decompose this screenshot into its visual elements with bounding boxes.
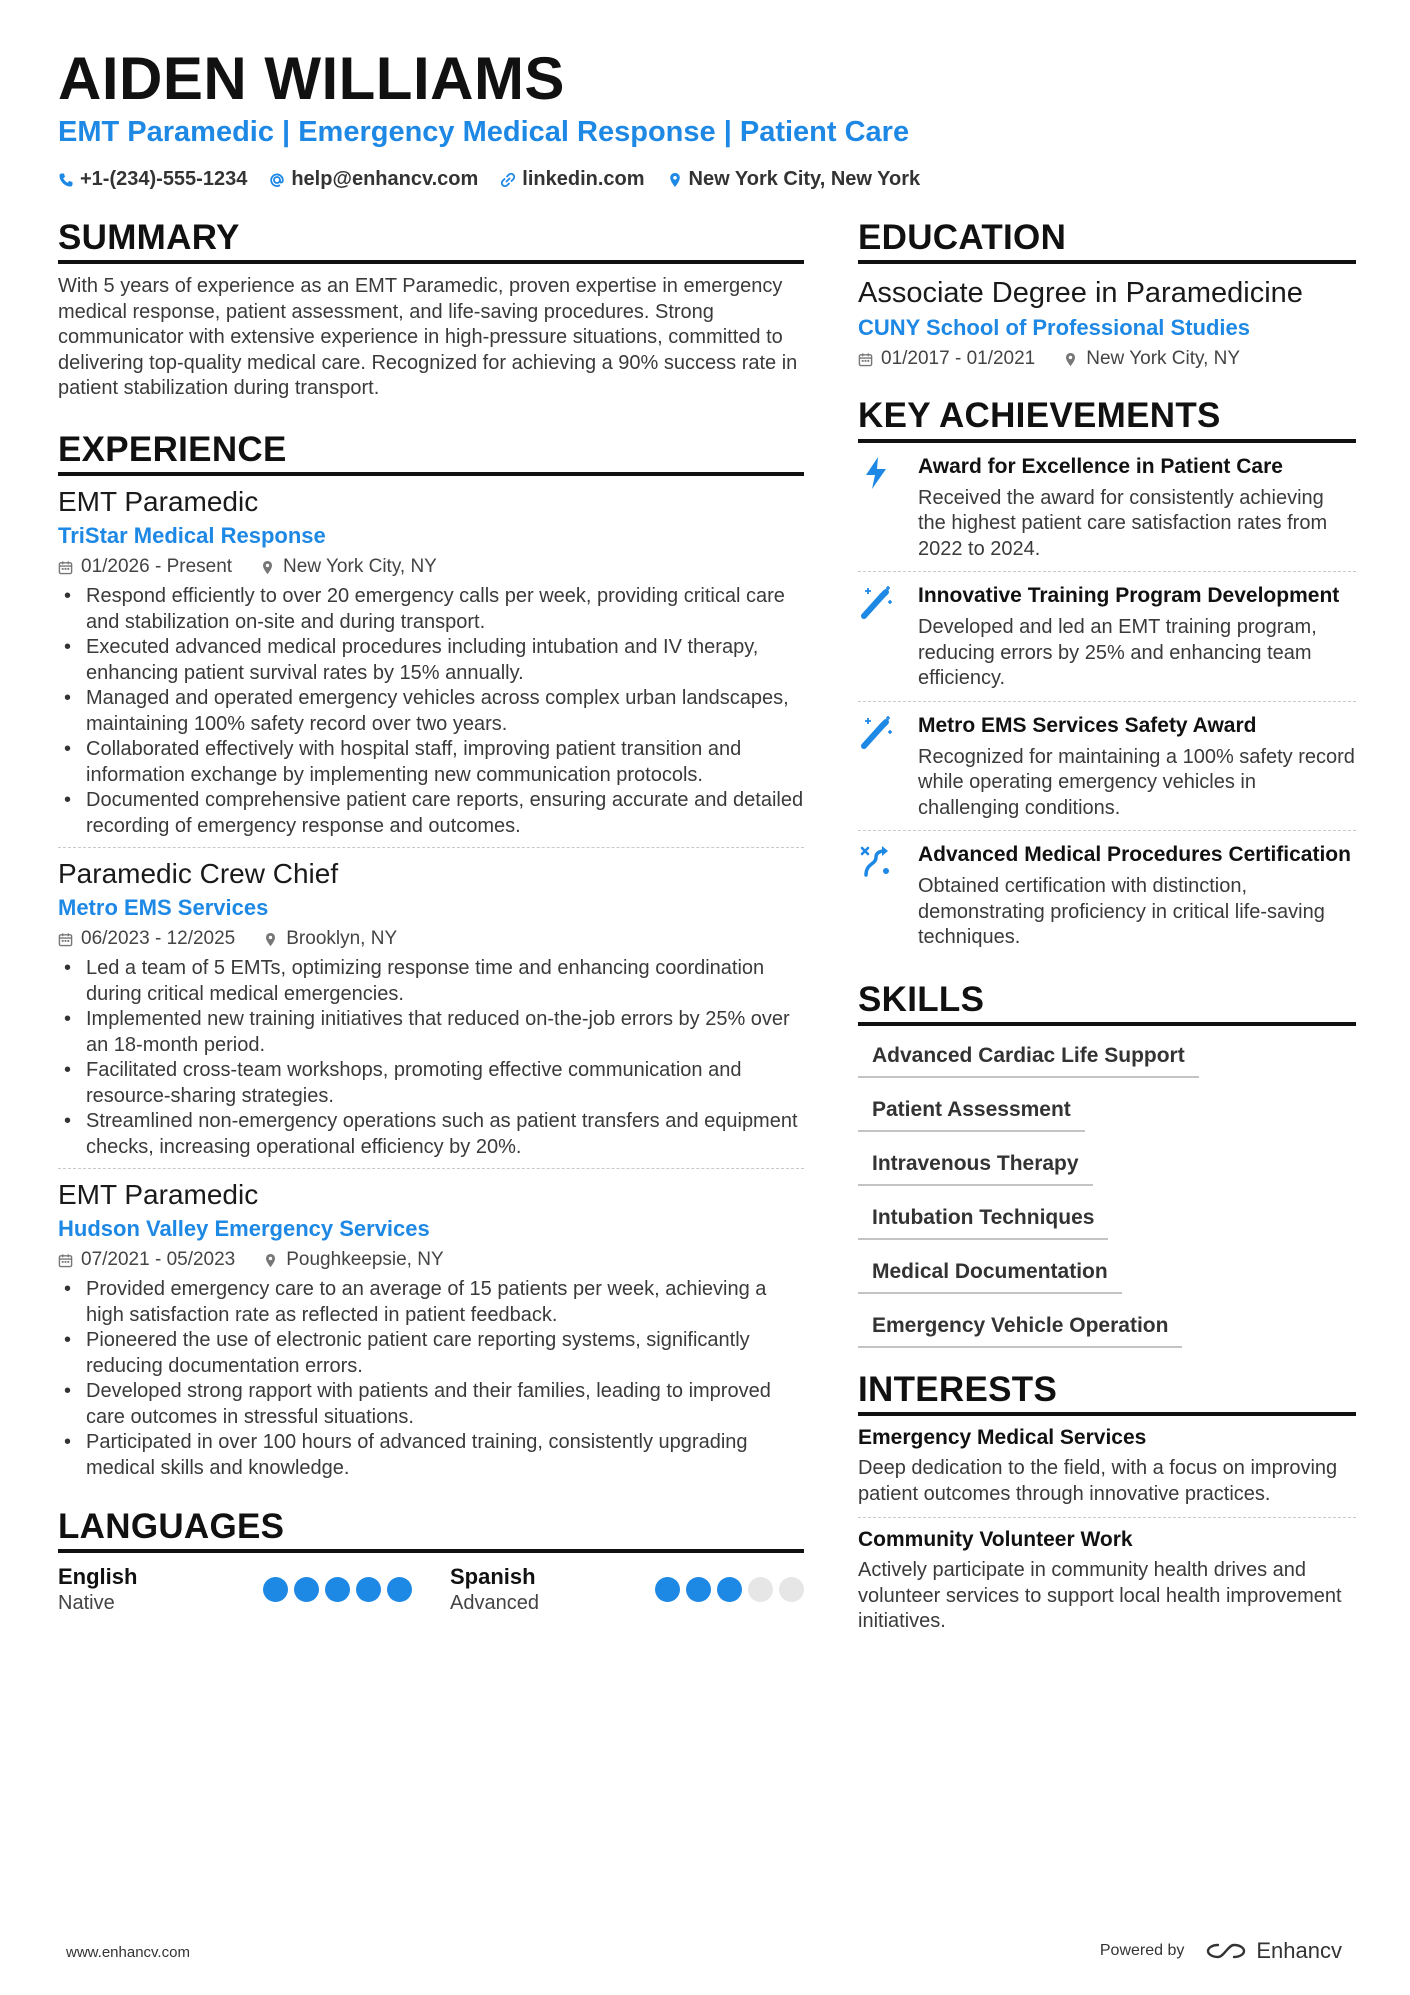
interest-item	[858, 1416, 1356, 1518]
location-pin-icon	[263, 932, 278, 947]
location-pin-icon	[260, 560, 275, 575]
language-item	[58, 1563, 412, 1617]
experience-title: EXPERIENCE	[58, 430, 804, 476]
achievement-item	[858, 572, 1356, 702]
skill-tag: Intubation Techniques	[858, 1196, 1108, 1240]
job-entry	[58, 848, 804, 1169]
bullet: • Implemented new training initiatives that reduced on-the-job errors by 25% over an 18-month period.	[58, 1007, 804, 1058]
job-meta	[58, 924, 804, 954]
achievement-desc: Recognized for maintaining a 100% safety record while operating emergency vehicles in challenging conditions.	[918, 745, 1355, 819]
language-name: English	[58, 1564, 138, 1590]
interest-desc: Deep dedication to the field, with a focus on improving patient outcomes through innovative practices.	[858, 1457, 1338, 1505]
job-location: New York City, NY	[283, 556, 437, 577]
proficiency-dot-filled	[655, 1577, 680, 1602]
skill-list	[858, 1034, 1356, 1348]
job-bullets	[58, 1277, 804, 1481]
proficiency-dot-filled	[325, 1577, 350, 1602]
bullet: • Facilitated cross-team workshops, promoting effective communication and resource-sharing strategies.	[58, 1058, 804, 1109]
skills-section	[858, 980, 1356, 1348]
proficiency-dot-empty	[779, 1577, 804, 1602]
contact-phone[interactable]	[58, 168, 247, 191]
achievement-desc: Received the award for consistently achieving the highest patient care satisfaction rates from 2022 to 2024.	[918, 486, 1328, 560]
job-title: EMT Paramedic	[58, 1179, 259, 1210]
skill-tag: Patient Assessment	[858, 1088, 1085, 1132]
bullet: • Streamlined non-emergency operations such as patient transfers and equipment checks, increasing operational efficiency by 20%.	[58, 1109, 804, 1160]
skills-title: SKILLS	[858, 980, 1356, 1026]
email-text: help@enhancv.com	[291, 168, 479, 190]
summary-title: SUMMARY	[58, 218, 804, 264]
job-entry	[58, 476, 804, 848]
bullet: • Led a team of 5 EMTs, optimizing response time and enhancing coordination during critical medical emergencies.	[58, 956, 804, 1007]
proficiency-dot-filled	[686, 1577, 711, 1602]
job-title: EMT Paramedic	[58, 486, 259, 517]
interest-item	[858, 1518, 1356, 1645]
achievements-title: KEY ACHIEVEMENTS	[858, 396, 1356, 442]
lightning-icon	[858, 455, 894, 491]
achievement-item	[858, 831, 1356, 960]
skill-tag: Medical Documentation	[858, 1250, 1122, 1294]
achievement-desc: Obtained certification with distinction, demonstrating proficiency in critical life-saving techniques.	[918, 875, 1325, 948]
education-title: EDUCATION	[858, 218, 1356, 264]
bullet: • Respond efficiently to over 20 emergency calls per week, providing critical care and stabilization on-site and during transport.	[58, 584, 804, 635]
skill-tag: Advanced Cardiac Life Support	[858, 1034, 1199, 1078]
at-icon	[269, 172, 285, 188]
calendar-icon	[858, 352, 873, 367]
contact-email[interactable]	[269, 168, 478, 191]
contact-linkedin[interactable]	[500, 168, 644, 191]
left-column	[58, 218, 804, 1617]
language-level: Advanced	[450, 1592, 539, 1615]
proficiency-dot-filled	[294, 1577, 319, 1602]
linkedin-text: linkedin.com	[522, 168, 645, 190]
achievement-title: Award for Excellence in Patient Care	[918, 454, 1283, 478]
bullet: • Documented comprehensive patient care reports, ensuring accurate and detailed recording of emergency response and outcomes.	[58, 788, 804, 839]
job-location: Brooklyn, NY	[286, 928, 398, 949]
headline: EMT Paramedic | Emergency Medical Response | Patient Care	[58, 116, 910, 148]
proficiency-dot-filled	[387, 1577, 412, 1602]
language-level: Native	[58, 1592, 115, 1615]
job-entry	[58, 1169, 804, 1489]
job-meta	[58, 1245, 804, 1275]
brand-name: Enhancv	[1256, 1938, 1342, 1963]
job-dates: 01/2026 - Present	[81, 556, 233, 577]
skill-tag: Emergency Vehicle Operation	[858, 1304, 1182, 1348]
calendar-icon	[58, 560, 73, 575]
company-name: TriStar Medical Response	[58, 523, 326, 548]
magic-wand-icon	[858, 584, 894, 620]
achievement-title: Innovative Training Program Development	[918, 584, 1340, 607]
summary-section	[58, 218, 804, 402]
achievement-title: Advanced Medical Procedures Certification	[918, 843, 1351, 866]
company-name: Metro EMS Services	[58, 895, 269, 920]
proficiency-dot-filled	[717, 1577, 742, 1602]
proficiency-dot-empty	[748, 1577, 773, 1602]
brand-logo	[1204, 1938, 1342, 1964]
language-list	[58, 1563, 804, 1617]
proficiency-dot-filled	[356, 1577, 381, 1602]
education-location: New York City, NY	[1086, 348, 1241, 370]
strategy-path-icon	[858, 843, 894, 879]
calendar-icon	[58, 1253, 73, 1268]
education-section	[858, 218, 1356, 374]
interest-title: Emergency Medical Services	[858, 1426, 1147, 1449]
location-pin-icon	[1063, 352, 1078, 367]
enhancv-logo-icon	[1204, 1939, 1248, 1963]
interests-section	[858, 1370, 1356, 1645]
job-title: Paramedic Crew Chief	[58, 858, 339, 889]
school-name: CUNY School of Professional Studies	[858, 315, 1250, 341]
job-bullets	[58, 956, 804, 1160]
education-meta	[858, 344, 1356, 374]
bullet: • Provided emergency care to an average of 15 patients per week, achieving a high satisfaction rate as reflected in patient feedback.	[58, 1277, 804, 1328]
phone-text: +1-(234)-555-1234	[80, 168, 248, 190]
calendar-icon	[58, 932, 73, 947]
bullet: • Developed strong rapport with patients and their families, leading to improved care outcomes in stressful situations.	[58, 1379, 804, 1430]
skill-tag: Intravenous Therapy	[858, 1142, 1093, 1186]
candidate-name: AIDEN WILLIAMS	[58, 45, 565, 112]
job-dates: 07/2021 - 05/2023	[81, 1249, 236, 1270]
achievement-desc: Developed and led an EMT training program, reducing errors by 25% and enhancing team efficiency.	[918, 616, 1317, 689]
languages-section	[58, 1507, 804, 1617]
contact-bar	[58, 168, 920, 191]
bullet: • Executed advanced medical procedures including intubation and IV therapy, enhancing patient survival rates by 15% annually.	[58, 635, 804, 686]
experience-section	[58, 430, 804, 1489]
job-bullets	[58, 584, 804, 839]
proficiency-dots	[655, 1577, 804, 1602]
achievement-item	[858, 443, 1356, 573]
job-dates: 06/2023 - 12/2025	[81, 928, 236, 949]
location-pin-icon	[263, 1253, 278, 1268]
bullet: • Pioneered the use of electronic patient care reporting systems, significantly reducing documentation errors.	[58, 1328, 804, 1379]
location-pin-icon	[667, 172, 683, 188]
interest-desc: Actively participate in community health drives and volunteer services to support local health improvement initiatives.	[858, 1559, 1342, 1632]
footer-website[interactable]: www.enhancv.com	[66, 1944, 190, 1961]
right-column	[858, 218, 1356, 1645]
link-icon	[500, 172, 516, 188]
achievement-item	[858, 702, 1356, 832]
magic-wand-icon	[858, 714, 894, 750]
language-name: Spanish	[450, 1564, 536, 1590]
bullet: • Collaborated effectively with hospital staff, improving patient transition and information exchange by implementing new communication protocols.	[58, 737, 804, 788]
interests-title: INTERESTS	[858, 1370, 1356, 1416]
company-name: Hudson Valley Emergency Services	[58, 1216, 430, 1241]
job-location: Poughkeepsie, NY	[286, 1249, 444, 1270]
location-text: New York City, New York	[688, 168, 921, 190]
languages-title: LANGUAGES	[58, 1507, 804, 1553]
language-item	[450, 1563, 804, 1617]
summary-text: With 5 years of experience as an EMT Paramedic, proven expertise in emergency medical response, patient assessment, and life-saving procedures. Strong communicator with extensive experience in high-pressure situations, committed to delivering top-quality medical care. Recognized for achieving a 90% success rate in patient stabilization during transport.	[58, 275, 798, 400]
achievement-title: Metro EMS Services Safety Award	[918, 713, 1257, 737]
phone-icon	[58, 172, 74, 188]
degree: Associate Degree in Paramedicine	[858, 277, 1303, 310]
achievements-section	[858, 396, 1356, 959]
interest-title: Community Volunteer Work	[858, 1528, 1133, 1551]
bullet: • Managed and operated emergency vehicles across complex urban landscapes, maintaining 100% safety record over two years.	[58, 686, 804, 737]
education-dates: 01/2017 - 01/2021	[881, 348, 1036, 370]
proficiency-dots	[263, 1577, 412, 1602]
contact-location	[667, 168, 921, 191]
powered-by-label: Powered by	[1099, 1942, 1185, 1959]
job-meta	[58, 552, 804, 582]
proficiency-dot-filled	[263, 1577, 288, 1602]
footer-branding[interactable]	[1100, 1938, 1342, 1964]
bullet: • Participated in over 100 hours of advanced training, consistently upgrading medical skills and knowledge.	[58, 1430, 804, 1481]
